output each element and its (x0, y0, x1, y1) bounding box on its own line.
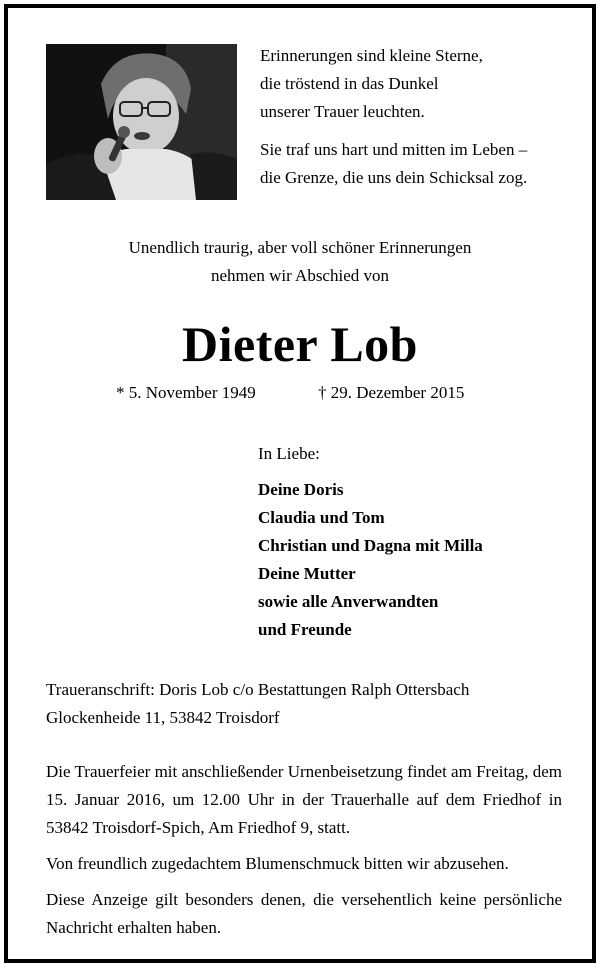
family-member: Deine Mutter (258, 564, 356, 583)
funeral-notes (46, 758, 562, 950)
family-member: Christian und Dagna mit Milla (258, 536, 483, 555)
birth-date: * 5. November 1949 (116, 383, 256, 402)
poem (260, 42, 527, 192)
family-member: Claudia und Tom (258, 508, 385, 527)
family-member: Deine Doris (258, 480, 344, 499)
death-date: † 29. Dezember 2015 (318, 383, 465, 402)
family-member: und Freunde (258, 620, 352, 639)
address-line: Traueranschrift: Doris Lob c/o Bestattungen Ralph Ottersbach (46, 680, 470, 699)
funeral-service-note: Die Trauerfeier mit anschließender Urnenbeisetzung findet am Freitag, dem 15. Januar 2016, um 12.00 Uhr in der Trauerhalle auf dem Friedhof in 53842 Troisdorf-Spich, Am Friedhof 9, statt. (46, 762, 562, 837)
portrait-photo (46, 44, 237, 200)
intro-line: Unendlich traurig, aber voll schöner Erinnerungen (128, 238, 472, 257)
family-label: In Liebe: (258, 444, 320, 463)
poem-line: unserer Trauer leuchten. (260, 102, 425, 121)
intro-text (8, 234, 592, 290)
deceased-name: Dieter Lob (182, 316, 418, 372)
intro-line: nehmen wir Abschied von (211, 266, 389, 285)
notification-note: Diese Anzeige gilt besonders denen, die versehentlich keine persönliche Nachricht erhalten haben. (46, 890, 562, 937)
poem-line: Erinnerungen sind kleine Sterne, (260, 46, 483, 65)
family-list (258, 440, 483, 644)
mourning-address (46, 676, 469, 732)
poem-line: Sie traf uns hart und mitten im Leben – (260, 140, 528, 159)
obituary-frame (4, 4, 596, 963)
poem-line: die tröstend in das Dunkel (260, 74, 439, 93)
family-member: sowie alle Anverwandten (258, 592, 439, 611)
poem-line: die Grenze, die uns dein Schicksal zog. (260, 168, 528, 187)
flowers-note: Von freundlich zugedachtem Blumenschmuck bitten wir abzusehen. (46, 854, 509, 873)
address-line: Glockenheide 11, 53842 Troisdorf (46, 708, 280, 727)
